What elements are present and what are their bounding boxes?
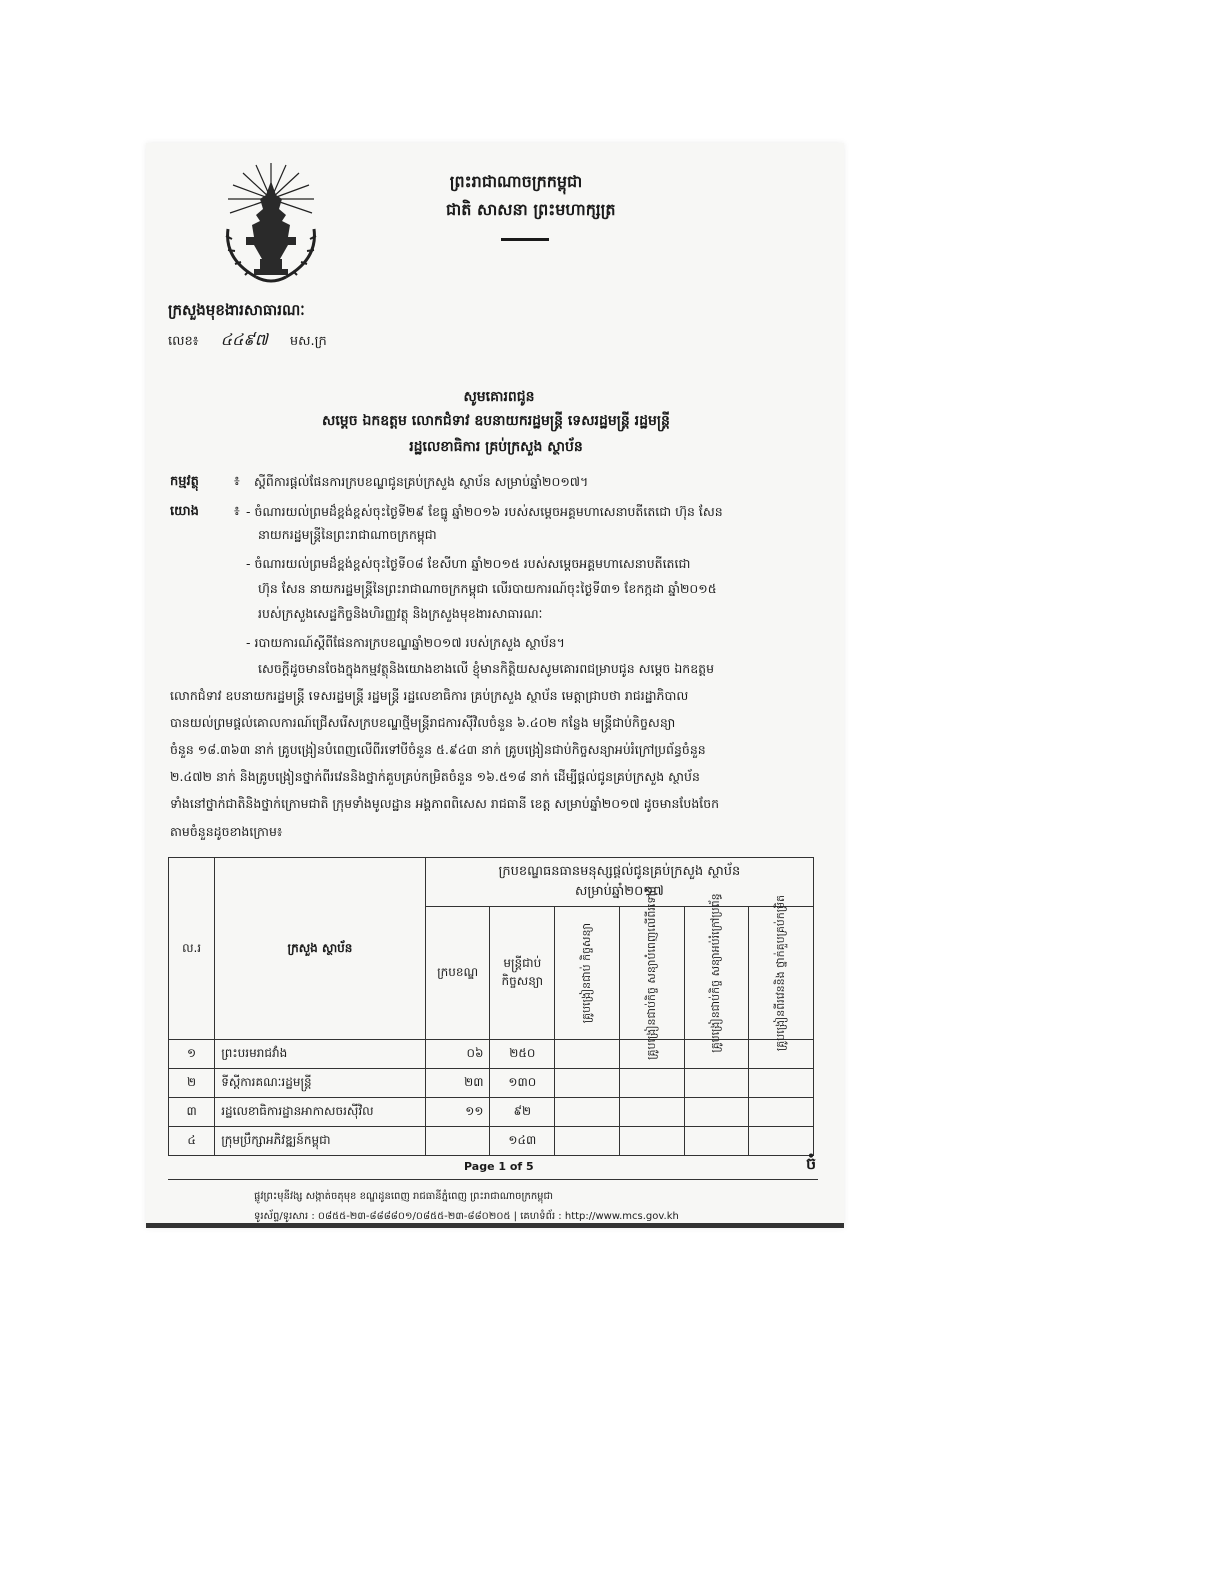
row-no: ១ (169, 1040, 215, 1069)
addressee-line-2: រដ្ឋលេខាធិការ គ្រប់ក្រសួង ស្ថាប័ន (409, 439, 583, 455)
respect-salutation: សូមគោរពជូន (463, 389, 535, 405)
table-row (169, 1127, 814, 1156)
page-number: Page 1 of 5 (464, 1160, 534, 1173)
reference-colon: ៖ (234, 504, 240, 519)
col-header-contract-teacher: គ្រូបង្រៀនជាប់ កិច្ចសន្យា (555, 907, 620, 1040)
kingdom-title: ព្រះរាជាណាចក្រកម្ពុជា (449, 172, 583, 191)
reference-item: - ចំណារយល់ព្រមដ៏ខ្ពង់ខ្ពស់ចុះថ្ងៃទី២៩ ខែធ្នូ ឆ្នាំ២០១៦ របស់សម្តេចអគ្គមហាសេនាបតីតេជោ ហ៊ុន សែន (246, 504, 723, 519)
col-header-contract-officer: មន្ត្រីជាប់ កិច្ចសន្យា (490, 907, 555, 1040)
row-framework: ១១ (425, 1098, 490, 1127)
row-institution: ទីស្តីការគណៈរដ្ឋមន្ត្រី (215, 1069, 426, 1098)
group-header (425, 858, 813, 907)
scanned-letter (146, 143, 844, 1228)
row-no: ៣ (169, 1098, 215, 1127)
allocation-table (168, 857, 814, 1156)
reference-item: ហ៊ុន សែន នាយករដ្ឋមន្ត្រីនៃព្រះរាជាណាចក្រកម្ពុជា លើរបាយការណ៍ចុះថ្ងៃទី៣១ ខែកក្កដា ឆ្នាំ២០១៥ (258, 581, 717, 596)
body-line: តាមចំនួនដូចខាងក្រោម៖ (170, 824, 283, 839)
col-header-multigrade-teacher: គ្រូបង្រៀនពីរវេននិង ថ្នាក់គួបគ្រប់កម្រិត (749, 907, 814, 1040)
ref-label: លេខ៖ (168, 334, 199, 349)
royal-emblem-icon (216, 159, 326, 289)
row-no: ៤ (169, 1127, 215, 1156)
footer-address: ផ្លូវព្រះមុនីវង្ស សង្កាត់ចតុមុខ ខណ្ឌដូនពេញ រាជធានីភ្នំពេញ ព្រះរាជាណាចក្រកម្ពុជា (254, 1191, 554, 1202)
row-institution: ក្រុមប្រឹក្សាអភិវឌ្ឍន៍កម្ពុជា (215, 1127, 426, 1156)
body-line: សេចក្តីដូចមានចែងក្នុងកម្មវត្ថុនិងយោងខាងលើ ខ្ញុំមានកិត្តិយសសូមគោរពជម្រាបជូន សម្តេច ឯកឧត្តម (258, 661, 715, 676)
col-header-no: ល.រ (169, 858, 215, 1040)
row-contract: ១៣០ (490, 1069, 555, 1098)
col-header-nonformal-teacher: គ្រូបង្រៀនជាប់កិច្ច សន្យាអប់រំក្រៅប្រព័ន្ធ (684, 907, 749, 1040)
reference-item: - ចំណារយល់ព្រមដ៏ខ្ពង់ខ្ពស់ចុះថ្ងៃទី០៨ ខែសីហា ឆ្នាំ២០១៥ របស់សម្តេចអគ្គមហាសេនាបតីតេជោ (246, 556, 691, 571)
reference-item: នាយករដ្ឋមន្ត្រីនៃព្រះរាជាណាចក្រកម្ពុជា (258, 527, 437, 542)
reference-item: របស់ក្រសួងសេដ្ឋកិច្ចនិងហិរញ្ញវត្ថុ និងក្រសួងមុខងារសាធារណៈ (258, 606, 543, 621)
motto-divider (501, 238, 549, 241)
scan-bottom-edge (146, 1223, 844, 1228)
footer-divider (168, 1179, 818, 1180)
body-line: ២.៤៧២ នាក់ និងគ្រូបង្រៀនថ្នាក់ពីរវេននិងថ្នាក់គួបគ្រប់កម្រិតចំនួន ១៦.៥១៨ នាក់ ដើម្បីផ្តល់ជូនគ្រប់ក្រសួង ស្ថាប័ន (170, 769, 700, 784)
col-header-double-shift-teacher: គ្រូបង្រៀនជាប់កិច្ច សន្យាបំពេញលើពីរទៅបី (619, 907, 684, 1040)
group-title-2: សម្រាប់ឆ្នាំ២០១៧ (574, 884, 664, 899)
reference-item: - របាយការណ៍ស្តីពីផែនការក្របខណ្ឌឆ្នាំ២០១៧ របស់ក្រសួង ស្ថាប័ន។ (246, 635, 565, 650)
subject-text: ស្តីពីការផ្តល់ផែនការក្របខណ្ឌជូនគ្រប់ក្រសួង ស្ថាប័ន សម្រាប់ឆ្នាំ២០១៧។ (254, 474, 589, 489)
table-row (169, 1098, 814, 1127)
subject-colon: ៖ (234, 474, 240, 489)
body-line: ទាំងនៅថ្នាក់ជាតិនិងថ្នាក់ក្រោមជាតិ ក្រុមទាំងមូលដ្ឋាន អង្គភាពពិសេស រាជធានី ខេត្ត សម្រាប់ឆ្នាំ២០១៧ ដូចមានបែងចែក (170, 796, 720, 811)
ref-code: មស.ក្រ (289, 334, 327, 349)
ref-number: ៤៤៩៧ (220, 330, 268, 349)
addressee-line-1: សម្តេច ឯកឧត្តម លោកជំទាវ ឧបនាយករដ្ឋមន្ត្រី ទេសរដ្ឋមន្ត្រី រដ្ឋមន្ត្រី (322, 413, 670, 429)
row-framework: ២៣ (425, 1069, 490, 1098)
row-contract: ២៥០ (490, 1040, 555, 1069)
footer-contact: ទូរស័ព្ទ/ទូរសារ : ០៨៥៥-២៣-៨៨៨៨០១/០៨៥៥-២៣-៨៨០២០៥ | គេហទំព័រ : http://www.mcs.gov.kh (254, 1211, 679, 1222)
row-institution: ព្រះបរមរាជវាំង (215, 1040, 426, 1069)
row-contract: ៩២ (490, 1098, 555, 1127)
body-line: បានយល់ព្រមផ្តល់គោលការណ៍ជ្រើសរើសក្របខណ្ឌថ្មីមន្ត្រីរាជការស៊ីវិលចំនួន ៦.៤០២ កន្លែង មន្ត្រីជាប់កិច្ចសន្យា (170, 715, 676, 730)
body-line: ចំនួន ១៨.៣៦៣ នាក់ គ្រូបង្រៀនបំពេញលើពីរទៅបីចំនួន ៥.៩៤៣ នាក់ គ្រូបង្រៀនជាប់កិច្ចសន្យាអប់រំក្រៅប្រព័ន្ធចំនួន (170, 742, 706, 757)
col-header-framework: ក្របខណ្ឌ (425, 907, 490, 1040)
table-row (169, 1069, 814, 1098)
signature-initials: ចំ (806, 1154, 817, 1173)
col-header-institution: ក្រសួង ស្ថាប័ន (215, 858, 426, 1040)
row-framework (425, 1127, 490, 1156)
body-line: លោកជំទាវ ឧបនាយករដ្ឋមន្ត្រី ទេសរដ្ឋមន្ត្រី រដ្ឋមន្ត្រី រដ្ឋលេខាធិការ គ្រប់ក្រសួង ស្ថាប័ន មេត្តាជ្រាបថា រាជរដ្ឋាភិបាល (170, 688, 689, 703)
subject-label: កម្មវត្ថុ (170, 474, 199, 489)
row-framework: ០៦ (425, 1040, 490, 1069)
reference-number (168, 329, 345, 353)
row-no: ២ (169, 1069, 215, 1098)
ministry-name: ក្រសួងមុខងារសាធារណៈ (168, 301, 305, 319)
row-institution: រដ្ឋលេខាធិការដ្ឋានអាកាសចរស៊ីវិល (215, 1098, 426, 1127)
reference-label: យោង (170, 504, 199, 519)
national-motto: ជាតិ សាសនា ព្រះមហាក្សត្រ (446, 200, 616, 219)
row-contract: ១៤៣ (490, 1127, 555, 1156)
group-title-1: ក្របខណ្ឌធនធានមនុស្សផ្តល់ជូនគ្រប់ក្រសួង ស្ថាប័ន (498, 864, 741, 879)
